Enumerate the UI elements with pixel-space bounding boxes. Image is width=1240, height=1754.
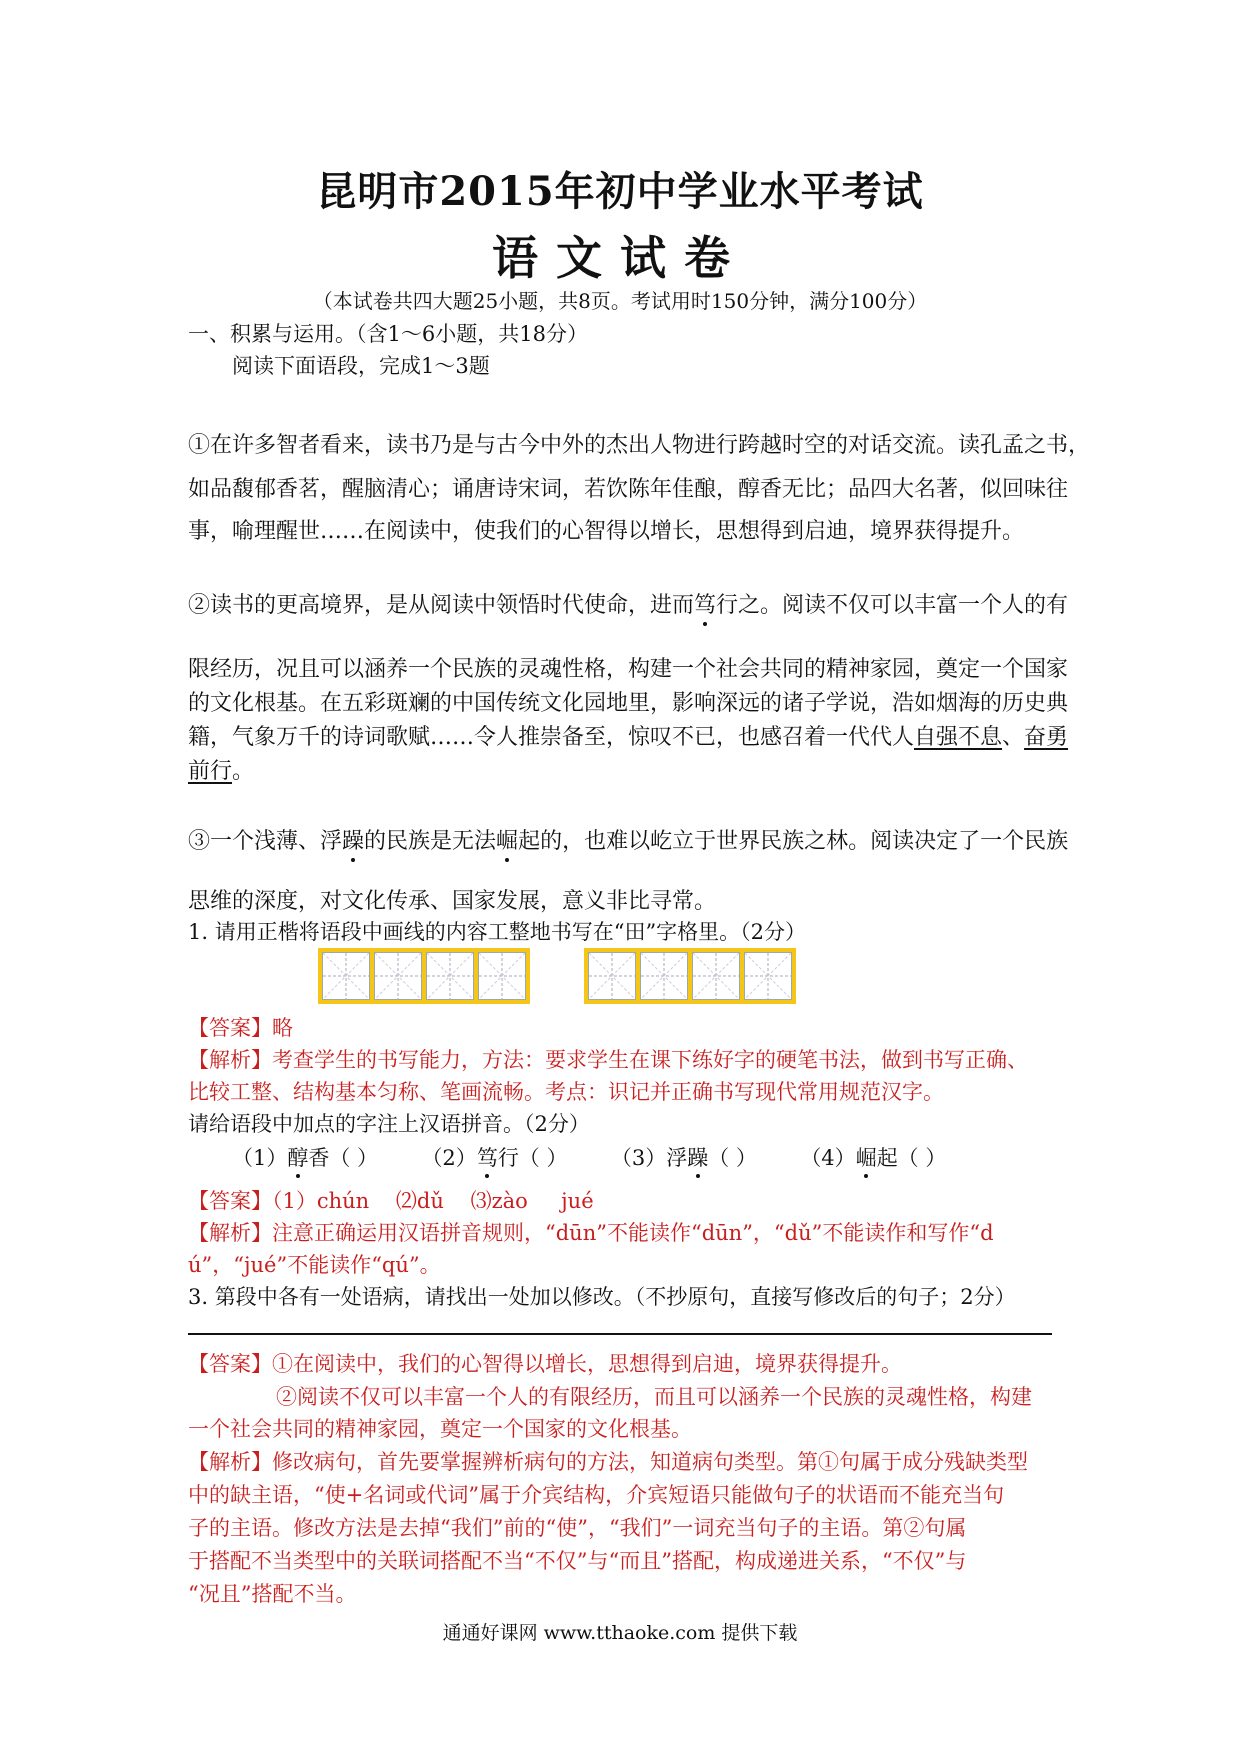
- item-suffix: （ ）: [708, 1146, 757, 1170]
- q2-answer: [188, 1185, 594, 1215]
- text: 籍，气象万千的诗词歌赋……令人推崇备至，惊叹不已，也感召着一代代人: [188, 725, 915, 750]
- analysis-text: 注意正确运用汉语拼音规则，“dūn”不能读作“dūn”，“dǔ”不能读作和写作“d: [272, 1221, 994, 1245]
- underlined-phrase: 前行: [188, 759, 233, 784]
- text: 。: [232, 759, 255, 784]
- item-suffix: 起（ ）: [876, 1146, 947, 1170]
- exam-note: （本试卷共四大题25小题，共8页。考试用时150分钟，满分100分）: [312, 289, 928, 313]
- q3-analysis-line: 于搭配不当类型中的关联词搭配不当“不仅”与“而且”搭配，构成递进关系，“不仅”与: [188, 1549, 967, 1573]
- passage-line: 事，喻理醒世……在阅读中，使我们的心智得以增长，思想得到启迪，境界获得提升。: [188, 519, 1025, 544]
- q3-answer: [188, 1348, 902, 1378]
- underlined-phrase: 自强不息: [914, 725, 1003, 750]
- item-prefix: （3）浮: [610, 1146, 688, 1170]
- dotted-char: 醇: [287, 1146, 309, 1170]
- passage-line: [188, 824, 1068, 855]
- tian-grid-cell: [478, 952, 526, 1000]
- footer-credit: 通通好课网 www.tthaoke.com 提供下载: [442, 1622, 798, 1644]
- question-3: 3. 第段中各有一处语病，请找出一处加以修改。（不抄原句，直接写修改后的句子；2分）: [188, 1285, 1016, 1309]
- section-instruction: 阅读下面语段，完成1～3题: [232, 354, 490, 378]
- tian-grid-group-1: [318, 948, 530, 1004]
- section-heading: 一、积累与运用。（含1～6小题，共18分）: [188, 322, 588, 346]
- item-suffix: 行（ ）: [497, 1146, 568, 1170]
- answer-label: 【答案】: [188, 1352, 272, 1376]
- passage-line: [188, 588, 1068, 619]
- text: ③一个浅薄、浮: [188, 829, 343, 854]
- tian-grid-cell: [640, 952, 688, 1000]
- analysis-label: 【解析】: [188, 1221, 272, 1245]
- q1-answer: [188, 1012, 293, 1042]
- item-prefix: （2）: [421, 1146, 477, 1170]
- analysis-text: 考查学生的书写能力，方法：要求学生在课下练好字的硬笔书法，做到书写正确、: [272, 1048, 1028, 1072]
- tian-grid-cell: [588, 952, 636, 1000]
- q1-analysis: [188, 1044, 1028, 1074]
- q3-answer-line: 一个社会共同的精神家园，奠定一个国家的文化根基。: [188, 1417, 692, 1441]
- passage-line: 的文化根基。在五彩斑斓的中国传统文化园地里，影响深远的诸子学说，浩如烟海的历史典: [188, 691, 1069, 716]
- q1-analysis-line: 比较工整、结构基本匀称、笔画流畅。考点：识记并正确书写现代常用规范汉字。: [188, 1080, 944, 1104]
- q2-analysis-line: ú”，“jué”不能读作“qú”。: [188, 1253, 441, 1277]
- q2-item: [800, 1146, 946, 1170]
- dotted-char: 躁: [342, 829, 365, 854]
- text: 起的，也难以屹立于世界民族之林。阅读决定了一个民族: [518, 829, 1069, 854]
- analysis-label: 【解析】: [188, 1048, 272, 1072]
- dotted-char: 笃: [476, 1146, 498, 1170]
- text: 的民族是无法: [364, 829, 497, 854]
- answer-label: 【答案】: [188, 1016, 272, 1040]
- passage-line: 思维的深度，对文化传承、国家发展，意义非比寻常。: [188, 889, 717, 914]
- q2-item: [232, 1146, 378, 1170]
- tian-grid-cell: [374, 952, 422, 1000]
- q2-item: [611, 1146, 757, 1170]
- dotted-char: 崛: [496, 829, 519, 854]
- text: ②读书的更高境界，是从阅读中领悟时代使命，进而: [188, 593, 695, 618]
- text: 行之。阅读不仅可以丰富一个人的有: [716, 593, 1069, 618]
- q3-answer-line: ②阅读不仅可以丰富一个人的有限经历，而且可以涵养一个民族的灵魂性格，构建: [276, 1385, 1032, 1409]
- underlined-phrase: 奋勇: [1024, 725, 1069, 750]
- tian-grid-cell: [744, 952, 792, 1000]
- answer-text: （1）chún ⑵dǔ ⑶zào jué: [272, 1189, 594, 1213]
- dotted-char: 躁: [687, 1146, 709, 1170]
- analysis-text: 修改病句，首先要掌握辨析病句的方法，知道病句类型。第①句属于成分残缺类型: [272, 1450, 1028, 1474]
- dotted-char: 崛: [855, 1146, 877, 1170]
- passage-line: ①在许多智者看来，读书乃是与古今中外的杰出人物进行跨越时空的对话交流。读孔孟之书，: [188, 433, 1091, 458]
- passage-line: 如品馥郁香茗，醒脑清心；诵唐诗宋词，若饮陈年佳酿，醇香无比；品四大名著，似回味往: [188, 477, 1069, 502]
- analysis-label: 【解析】: [188, 1450, 272, 1474]
- text: 、: [1002, 725, 1025, 750]
- item-prefix: （4）: [800, 1146, 856, 1170]
- tian-grid-group-2: [584, 948, 796, 1004]
- q3-analysis-line: “况且”搭配不当。: [188, 1582, 357, 1606]
- tian-grid-cell: [426, 952, 474, 1000]
- question-1: 1. 请用正楷将语段中画线的内容工整地书写在“田”字格里。（2分）: [188, 920, 807, 944]
- q2-analysis: [188, 1217, 994, 1247]
- passage-line: [188, 754, 254, 785]
- answer-label: 【答案】: [188, 1189, 272, 1213]
- passage-line: [188, 720, 1068, 751]
- q2-item: [421, 1146, 567, 1170]
- tian-grid-cell: [692, 952, 740, 1000]
- item-prefix: （1）: [232, 1146, 288, 1170]
- q3-analysis-line: 子的主语。修改方法是去掉“我们”前的“使”，“我们”一词充当句子的主语。第②句属: [188, 1516, 967, 1540]
- q3-analysis: [188, 1446, 1028, 1476]
- question-2: 请给语段中加点的字注上汉语拼音。（2分）: [188, 1112, 590, 1136]
- answer-line: [188, 1333, 1052, 1335]
- item-suffix: 香（ ）: [308, 1146, 379, 1170]
- answer-text: 略: [272, 1016, 293, 1040]
- q2-items: [232, 1142, 946, 1172]
- tian-grid-cell: [322, 952, 370, 1000]
- answer-text: ①在阅读中，我们的心智得以增长，思想得到启迪，境界获得提升。: [272, 1352, 902, 1376]
- passage-line: 限经历，况且可以涵养一个民族的灵魂性格，构建一个社会共同的精神家园，奠定一个国家: [188, 657, 1069, 682]
- exam-subtitle: 语文试卷: [492, 231, 748, 285]
- exam-title: 昆明市2015年初中学业水平考试: [316, 168, 924, 215]
- q3-analysis-line: 中的缺主语，“使+名词或代词”属于介宾结构，介宾短语只能做句子的状语而不能充当句: [188, 1483, 1005, 1507]
- dotted-char: 笃: [694, 593, 717, 618]
